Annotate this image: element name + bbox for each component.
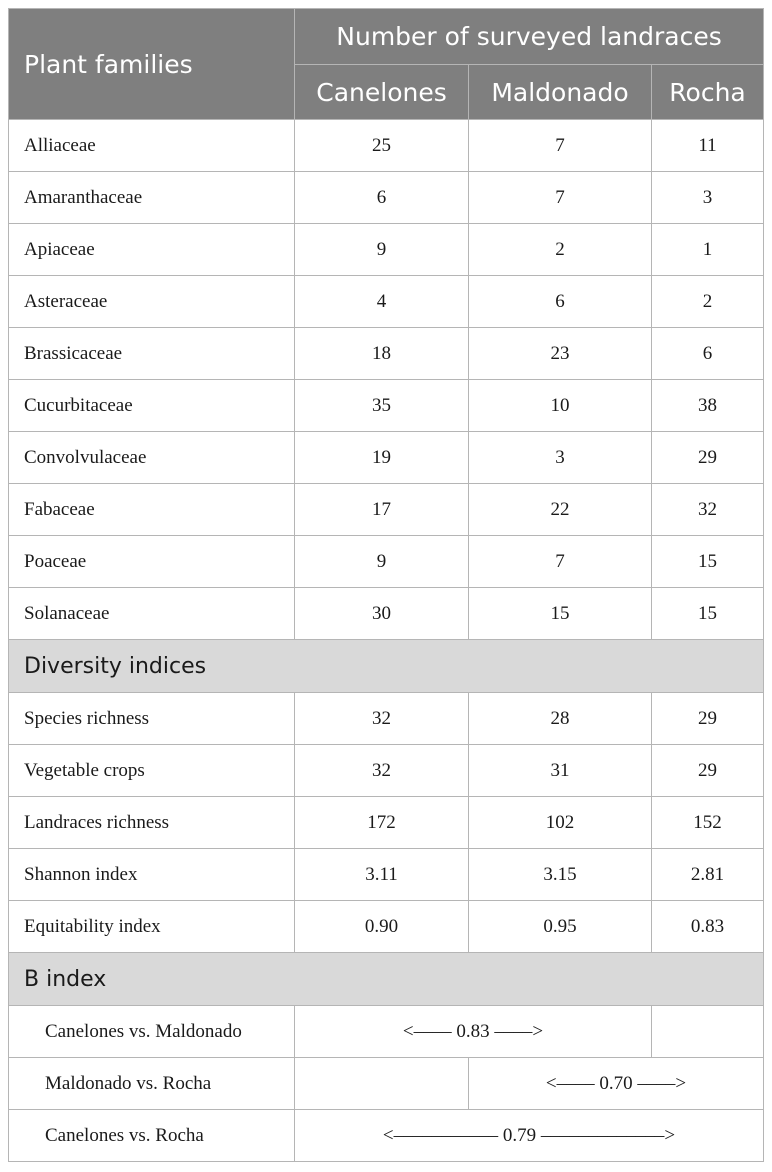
family-name: Poaceae — [9, 536, 295, 588]
index-name: Landraces richness — [9, 797, 295, 849]
family-name: Cucurbitaceae — [9, 380, 295, 432]
index-name: Vegetable crops — [9, 745, 295, 797]
value-rocha: 2.81 — [652, 849, 764, 901]
table-row — [9, 276, 764, 328]
table-row — [9, 745, 764, 797]
value-canelones: 18 — [295, 328, 469, 380]
table-row — [9, 693, 764, 745]
value-maldonado: 10 — [469, 380, 652, 432]
value-canelones: 17 — [295, 484, 469, 536]
section-header-b-index — [9, 953, 764, 1006]
table-row — [9, 380, 764, 432]
index-name: Equitability index — [9, 901, 295, 953]
value-rocha: 11 — [652, 120, 764, 172]
empty-cell — [652, 1006, 764, 1058]
value-maldonado: 7 — [469, 120, 652, 172]
value-maldonado: 31 — [469, 745, 652, 797]
table-row — [9, 588, 764, 640]
family-name: Fabaceae — [9, 484, 295, 536]
table-row — [9, 901, 764, 953]
table-row — [9, 849, 764, 901]
value-canelones: 9 — [295, 224, 469, 276]
table-row — [9, 172, 764, 224]
table-row — [9, 797, 764, 849]
value-rocha: 2 — [652, 276, 764, 328]
family-name: Asteraceae — [9, 276, 295, 328]
value-maldonado: 102 — [469, 797, 652, 849]
value-canelones: 4 — [295, 276, 469, 328]
number-surveyed-header: Number of surveyed landraces — [295, 9, 764, 65]
plant-families-header: Plant families — [9, 9, 295, 120]
family-name: Alliaceae — [9, 120, 295, 172]
value-canelones: 6 — [295, 172, 469, 224]
table-row — [9, 1110, 764, 1162]
table-row — [9, 484, 764, 536]
section-header-diversity — [9, 640, 764, 693]
value-maldonado: 3 — [469, 432, 652, 484]
value-rocha: 0.83 — [652, 901, 764, 953]
col-header-canelones: Canelones — [295, 65, 469, 120]
value-maldonado: 23 — [469, 328, 652, 380]
table-row — [9, 1058, 764, 1110]
table-row — [9, 328, 764, 380]
family-name: Solanaceae — [9, 588, 295, 640]
b-index-value: <––––––––––– 0.79 –––––––––––––> — [295, 1110, 764, 1162]
value-rocha: 29 — [652, 693, 764, 745]
family-name: Convolvulaceae — [9, 432, 295, 484]
diversity-title: Diversity indices — [9, 640, 764, 693]
col-header-rocha: Rocha — [652, 65, 764, 120]
value-rocha: 15 — [652, 536, 764, 588]
family-name: Apiaceae — [9, 224, 295, 276]
value-maldonado: 28 — [469, 693, 652, 745]
table-row — [9, 224, 764, 276]
b-index-value: <–––– 0.70 ––––> — [469, 1058, 764, 1110]
value-rocha: 29 — [652, 432, 764, 484]
value-canelones: 32 — [295, 745, 469, 797]
table-row — [9, 120, 764, 172]
b-index-title: B index — [9, 953, 764, 1006]
table-row — [9, 536, 764, 588]
value-rocha: 29 — [652, 745, 764, 797]
col-header-maldonado: Maldonado — [469, 65, 652, 120]
value-maldonado: 6 — [469, 276, 652, 328]
value-maldonado: 7 — [469, 536, 652, 588]
value-canelones: 0.90 — [295, 901, 469, 953]
family-name: Brassicaceae — [9, 328, 295, 380]
value-maldonado: 22 — [469, 484, 652, 536]
comparison-name: Canelones vs. Rocha — [9, 1110, 295, 1162]
value-canelones: 172 — [295, 797, 469, 849]
value-maldonado: 2 — [469, 224, 652, 276]
value-canelones: 32 — [295, 693, 469, 745]
value-rocha: 1 — [652, 224, 764, 276]
table-row — [9, 1006, 764, 1058]
landraces-table — [8, 8, 764, 1162]
value-maldonado: 3.15 — [469, 849, 652, 901]
index-name: Species richness — [9, 693, 295, 745]
value-maldonado: 15 — [469, 588, 652, 640]
value-maldonado: 7 — [469, 172, 652, 224]
value-canelones: 30 — [295, 588, 469, 640]
empty-cell — [295, 1058, 469, 1110]
value-canelones: 35 — [295, 380, 469, 432]
value-rocha: 32 — [652, 484, 764, 536]
table-row — [9, 432, 764, 484]
value-canelones: 25 — [295, 120, 469, 172]
value-rocha: 15 — [652, 588, 764, 640]
value-rocha: 152 — [652, 797, 764, 849]
b-index-value: <–––– 0.83 ––––> — [295, 1006, 652, 1058]
family-name: Amaranthaceae — [9, 172, 295, 224]
value-rocha: 6 — [652, 328, 764, 380]
comparison-name: Maldonado vs. Rocha — [9, 1058, 295, 1110]
value-canelones: 3.11 — [295, 849, 469, 901]
value-maldonado: 0.95 — [469, 901, 652, 953]
value-rocha: 3 — [652, 172, 764, 224]
index-name: Shannon index — [9, 849, 295, 901]
value-rocha: 38 — [652, 380, 764, 432]
value-canelones: 9 — [295, 536, 469, 588]
value-canelones: 19 — [295, 432, 469, 484]
comparison-name: Canelones vs. Maldonado — [9, 1006, 295, 1058]
